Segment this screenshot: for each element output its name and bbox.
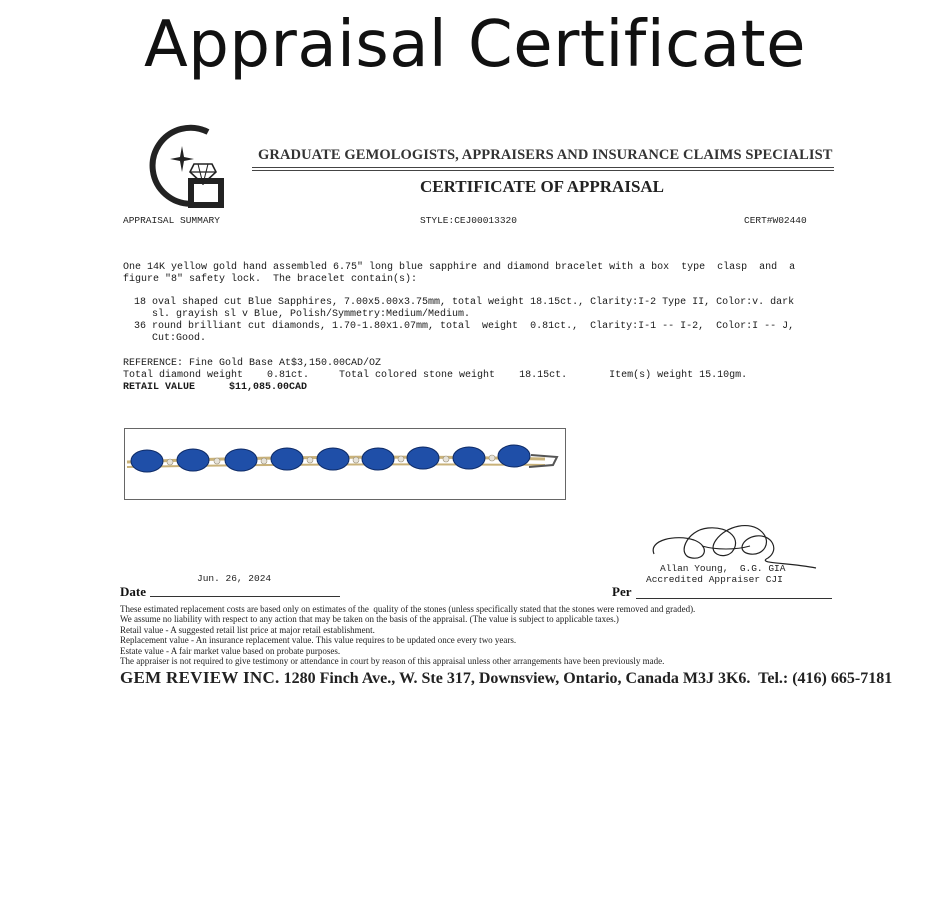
sapphire-row [131,445,530,472]
totals-line: Total diamond weight 0.81ct. Total colored stone weight 18.15ct. Item(s) weight 15.10gm. [123,370,748,381]
disclaimer-line: The appraiser is not required to give testimony or attendance in court by reason of this appraisal unless other arrangements have been previously made. [120,656,665,666]
company-footer [120,668,892,688]
diamond-line-2: Cut:Good. [152,333,207,344]
appraisal-date: Jun. 26, 2024 [197,573,272,584]
description-line-1: One 14K yellow gold hand assembled 6.75" long blue sapphire and diamond bracelet with a box type clasp and a [123,262,796,273]
disclaimer-line: Replacement value - An insurance replacement value. This value requires to be updated once every two years. [120,635,517,645]
company-name: GEM REVIEW INC. [120,668,280,687]
disclaimer-line: We assume no liability with respect to any action that may be taken on the basis of the appraisal. (The value is subject to applicable taxes.) [120,614,619,624]
firm-name: GRADUATE GEMOLOGISTS, APPRAISERS AND INSURANCE CLAIMS SPECIALIST [258,147,833,163]
diamond-line-1: 36 round brilliant cut diamonds, 1.70-1.80x1.07mm, total weight 0.81ct., Clarity:I-1 -- I-2, Color:I -- J, [134,321,795,332]
disclaimer-line: Retail value - A suggested retail list price at major retail establishment. [120,625,375,635]
bracelet-photo-frame [124,428,566,500]
per-label: Per [612,584,632,599]
bracelet-image [125,429,565,499]
company-address: 1280 Finch Ave., W. Ste 317, Downsview, Ontario, Canada M3J 3K6. Tel.: (416) 665-7181 [283,670,893,687]
description-line-2: figure "8" safety lock. The bracelet contain(s): [123,274,418,285]
style-number: STYLE:CEJ00013320 [420,215,517,226]
gemologist-logo [146,124,232,214]
retail-value-label: RETAIL VALUE [123,382,196,393]
certificate-title: CERTIFICATE OF APPRAISAL [419,177,665,196]
appraiser-name: Allan Young, G.G. GIA [660,563,786,574]
cert-number: CERT#W02440 [744,215,807,226]
sapphire-line-2: sl. grayish sl v Blue, Polish/Symmetry:Medium/Medium. [152,309,471,320]
page-heading: Appraisal Certificate [144,8,806,82]
date-label: Date [120,584,146,599]
retail-value-amount: $11,085.00CAD [229,382,308,393]
disclaimer-line: Estate value - A fair market value based on probate purposes. [120,646,341,656]
signature-line [636,598,832,599]
appraisal-summary-label: APPRAISAL SUMMARY [123,215,220,226]
letterhead-rule-top [252,167,834,168]
letterhead-rule-bottom [252,170,834,171]
reference-line: REFERENCE: Fine Gold Base At$3,150.00CAD/OZ [123,358,382,369]
disclaimer-line: These estimated replacement costs are based only on estimates of the quality of the stones (unless specifically stated that the stones were removed and graded). [120,604,696,614]
date-line [150,596,340,597]
appraiser-title: Accredited Appraiser CJI [646,574,783,585]
sapphire-line-1: 18 oval shaped cut Blue Sapphires, 7.00x5.00x3.75mm, total weight 18.15ct., Clarity:I-2 Type II, Color:v. dark [134,297,795,308]
